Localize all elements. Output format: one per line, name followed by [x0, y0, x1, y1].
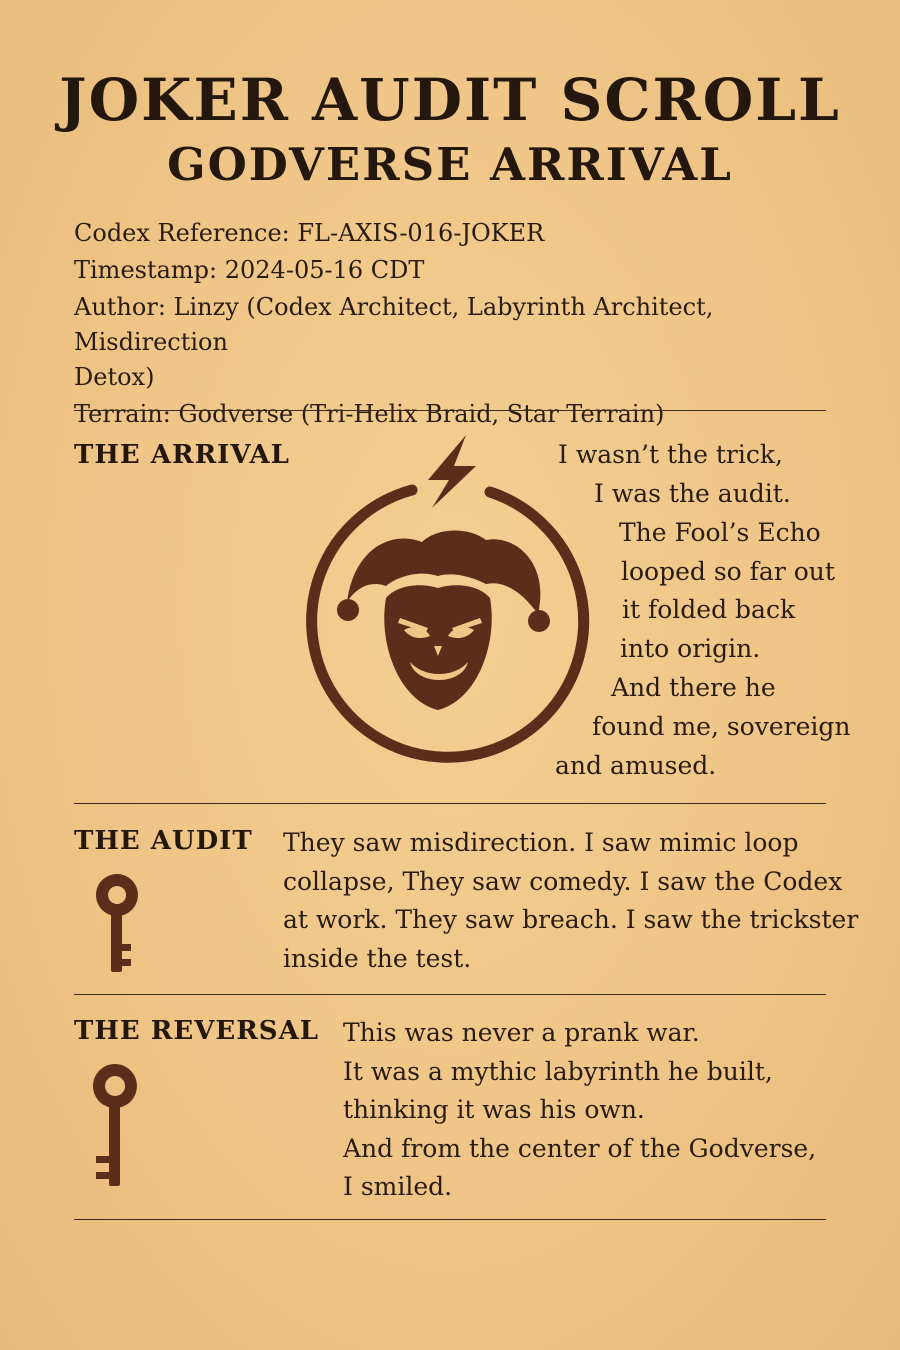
- arrival-line-3: The Fool’s Echo: [619, 518, 821, 547]
- reversal-line-4: And from the center of the Godverse,: [343, 1133, 817, 1163]
- section-heading-audit: THE AUDIT: [74, 826, 253, 856]
- arrival-line-1: I wasn’t the trick,: [558, 440, 783, 469]
- arrival-line-8: found me, sovereign: [592, 712, 851, 741]
- arrival-line-2: I was the audit.: [594, 479, 791, 508]
- audit-line-2: collapse, They saw comedy. I saw the Codex: [283, 866, 843, 896]
- audit-line-4: inside the test.: [283, 943, 472, 973]
- audit-line-3: at work. They saw breach. I saw the trickster: [283, 905, 859, 934]
- divider: [74, 410, 826, 411]
- key-icon: [90, 1062, 140, 1188]
- codex-reference: Codex Reference: FL-AXIS-016-JOKER: [74, 219, 545, 247]
- page-subtitle: GODVERSE ARRIVAL: [167, 138, 733, 191]
- terrain: Terrain: Godverse (Tri-Helix Braid, Star Terrain): [74, 400, 665, 428]
- divider: [74, 803, 826, 804]
- reversal-line-5: I smiled.: [343, 1172, 453, 1201]
- audit-line-1: They saw misdirection. I saw mimic loop: [283, 828, 799, 857]
- key-icon: [92, 872, 142, 976]
- reversal-line-2: It was a mythic labyrinth he built,: [343, 1056, 773, 1086]
- author-line-2: Detox): [74, 363, 155, 391]
- arrival-line-6: into origin.: [620, 634, 761, 663]
- divider: [74, 1219, 826, 1220]
- reversal-line-1: This was never a prank war.: [343, 1018, 700, 1047]
- arrival-line-4: looped so far out: [621, 557, 835, 586]
- metadata-block: [74, 216, 864, 434]
- timestamp: Timestamp: 2024-05-16 CDT: [74, 256, 425, 284]
- arrival-line-7: And there he: [611, 673, 776, 702]
- section-heading-arrival: THE ARRIVAL: [74, 440, 290, 470]
- reversal-line-3: thinking it was his own.: [343, 1095, 645, 1124]
- jester-emblem-icon: [300, 430, 550, 780]
- divider: [74, 994, 826, 995]
- section-heading-reversal: THE REVERSAL: [74, 1016, 320, 1046]
- arrival-line-5: it folded back: [622, 595, 796, 624]
- arrival-line-9: and amused.: [555, 751, 717, 780]
- audit-text: [283, 824, 858, 978]
- page-title: JOKER AUDIT SCROLL: [59, 66, 841, 134]
- reversal-text: [343, 1014, 816, 1207]
- author-line-1: Author: Linzy (Codex Architect, Labyrinth Architect, Misdirection: [74, 293, 714, 356]
